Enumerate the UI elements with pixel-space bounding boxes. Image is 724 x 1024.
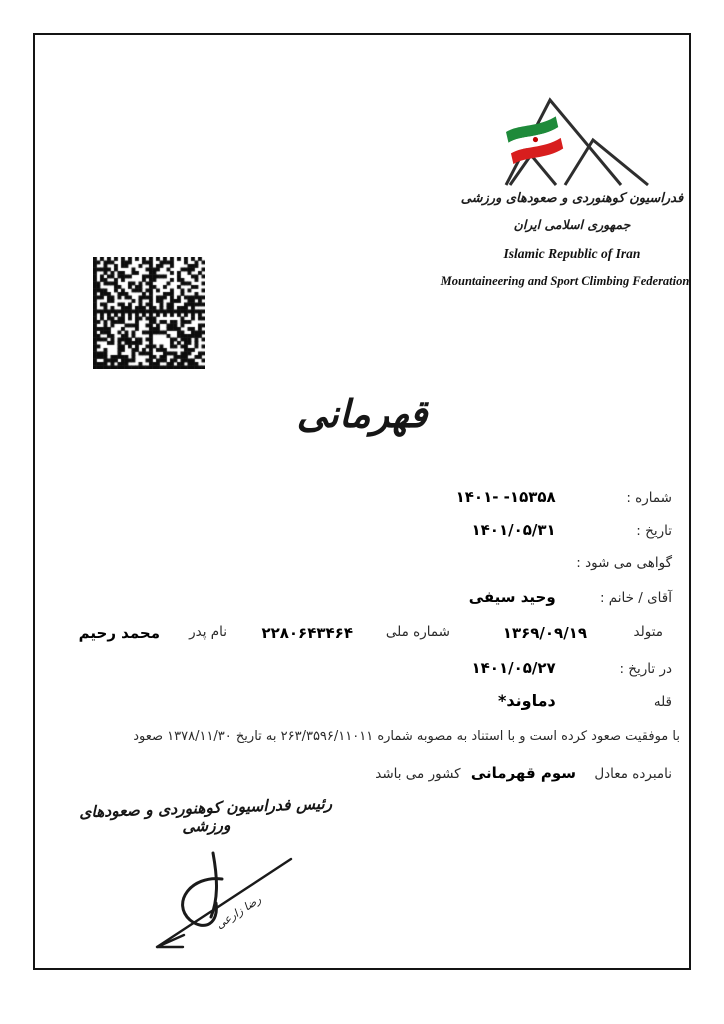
national-id-value: ۲۲۸۰۶۴۳۴۶۴ [261,624,353,642]
president-signature [95,835,310,975]
born-value: ۱۳۶۹/۰۹/۱۹ [502,624,587,642]
statement-line2 [375,764,672,782]
certificate-title: قهرمانی [296,392,428,436]
climb-date-value: ۱۴۰۱/۰۵/۲۷ [471,659,556,677]
peak-label: قله [653,694,672,710]
country-name-english: Islamic Republic of Iran [503,246,641,261]
championship-rank-value: سوم قهرمانی [470,764,577,782]
field-date [472,521,673,539]
date-value: ۱۴۰۱/۰۵/۳۱ [471,521,556,539]
date-label: تاریخ : [636,523,672,539]
second-peak [565,140,648,185]
federation-name-farsi: فدراسیون کوهنوردی و صعودهای ورزشی [460,191,684,206]
certify-text [576,555,672,571]
signatory-title: رئیس فدراسیون کوهنوردی و صعودهای ورزشی [78,794,333,836]
federation-name-english: Mountaineering and Sport Climbing Federation [440,274,690,288]
field-climb-date [472,659,673,677]
climb-date-label: در تاریخ : [619,661,672,677]
name-value: وحید سیفی [468,588,556,606]
statement-suffix: کشور می باشد [375,766,461,782]
datamatrix-barcode [93,257,205,369]
peak-value: دماوند* [498,691,556,710]
national-id-label: شماره ملی [385,624,450,640]
born-label: متولد [633,624,663,640]
statement-prefix: نامبرده معادل [594,766,672,782]
number-label: شماره : [626,490,672,506]
field-birth-id-father [0,624,724,646]
statement-line1: با موفقیت صعود کرده است و با استناد به مصوبه شماره ۲۶۳/۳۵۹۶/۱۱۰۱۱ به تاریخ ۱۳۷۸/۱۱/۳۰ صعود [133,729,680,744]
number-value: ۱۵۳۵۸- -۱۴۰۱ [455,488,556,506]
iran-flag [505,116,564,164]
field-peak [498,691,672,710]
signature-name-text: رضا زارعی [213,892,264,932]
certify-label: گواهی می شود : [576,555,672,571]
father-label: نام پدر [189,624,227,640]
field-number [456,488,672,506]
field-name [469,588,672,606]
name-label: آقای / خانم : [599,590,672,606]
country-name-farsi: جمهوری اسلامی ایران [513,217,631,232]
father-value: محمد رحیم [78,624,160,642]
federation-logo [486,90,656,190]
signature-diagonal-stroke [157,859,291,947]
